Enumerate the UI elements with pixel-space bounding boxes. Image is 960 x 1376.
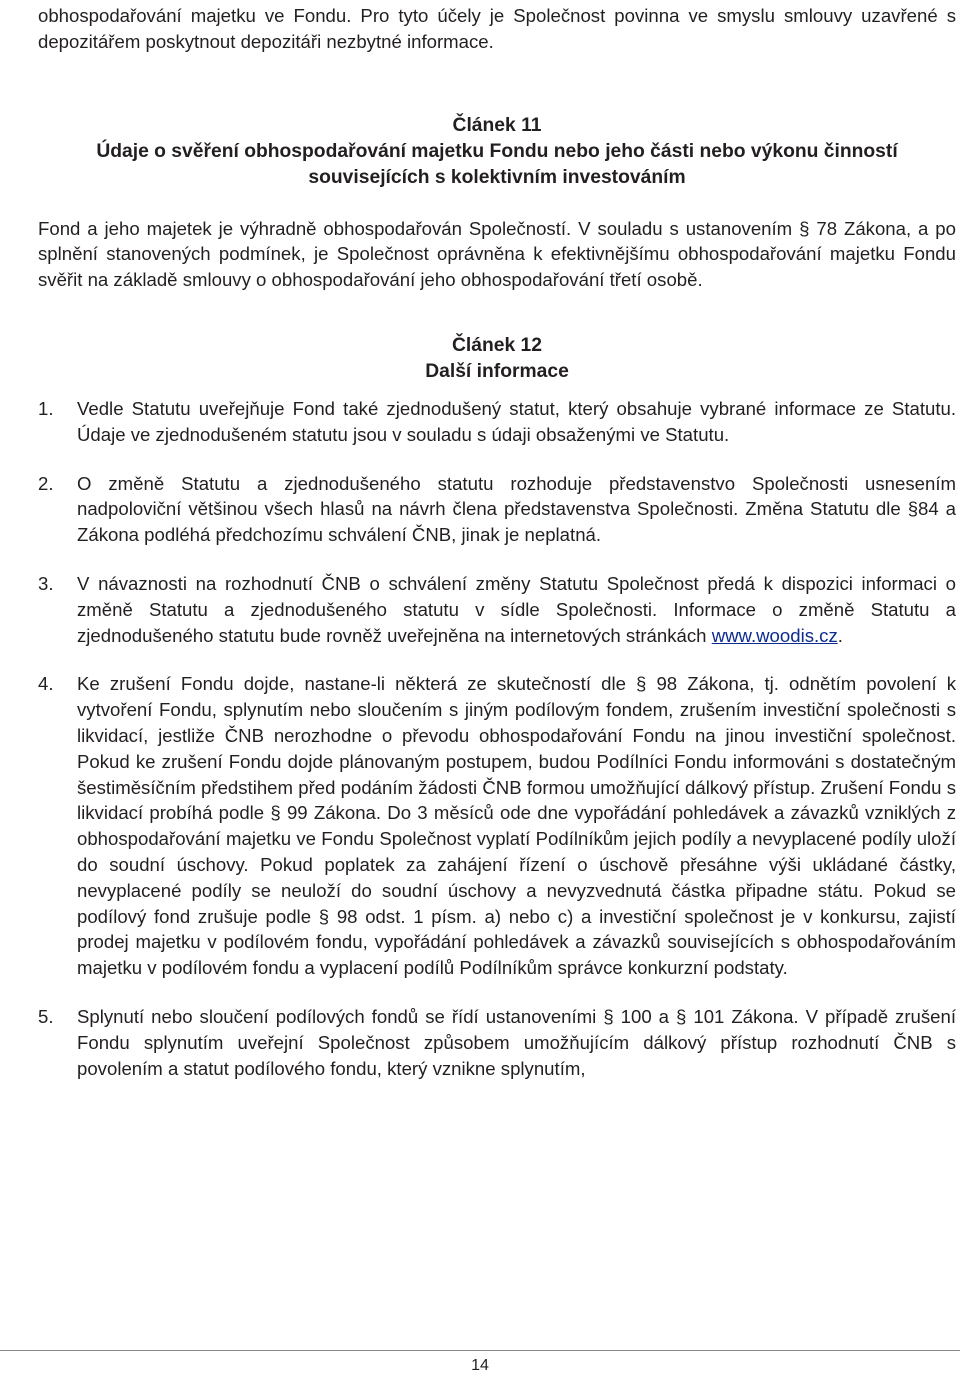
- article-11-paragraph: [38, 216, 956, 293]
- list-item-number: 1.: [38, 397, 54, 419]
- article-11-text-b: 78 Zákona, a po splnění stanovených podmínek, je Společnost oprávněna k efektivnějšímu obhospodařování majetku Fondu svěřit na základě smlouvy o obhospodařování jeho obhospodařování třetí osobě.: [38, 217, 956, 291]
- section-sign: §: [270, 802, 281, 824]
- article-11-title-line-1: Údaje o svěření obhospodařování majetku Fondu nebo jeho části nebo výkonu činností: [96, 140, 898, 162]
- item-2-text-b: 84 a Zákona podléhá předchozímu schválení ČNB, jinak je neplatná.: [77, 498, 956, 546]
- article-11-title-line-2: souvisejících s kolektivním investováním: [308, 166, 686, 188]
- page-number: 14: [471, 1357, 489, 1374]
- item-4-text-b: 98 Zákona, tj. odnětím povolení k vytvoření Fondu, splynutím nebo sloučením s jiným podílovým fondem, zrušením investiční společnosti s likvidací, jestliže ČNB nerozhodne o převodu obhospodařování Fondu na jinou investiční společnost. Pokud ke zrušení Fondu dojde plánovaným postupem, budou Podílníci Fondu informováni s dostatečným šestiměsíčním předstihem před podáním žádosti ČNB formou umožňující dálkový přístup. Zrušení Fondu s likvidací probíhá podle: [77, 673, 956, 824]
- item-5-text-c: 101 Zákona. V případě zrušení Fondu splynutím uveřejní Společnost způsobem umožňujícím dálkový přístup rozhodnutí ČNB s povolením a statut podílového fondu, který vznikne splynutím,: [77, 1005, 957, 1079]
- list-item: [38, 571, 956, 648]
- list-item-text: [77, 1004, 956, 1081]
- list-item-number: 2.: [38, 472, 54, 494]
- list-item: [38, 1004, 956, 1081]
- website-link[interactable]: www.woodis.cz: [711, 624, 838, 646]
- item-4-text-d: 98 odst. 1 písm. a) nebo c) a investiční společnost je v konkursu, zajistí prodej majetku v podílovém fondu, vypořádání pohledávek a závazků souvisejících s obhospodařováním majetku v podílovém fondu a vyplacení podílů Podílníkům správce konkurzní podstaty.: [77, 905, 956, 979]
- article-12-list: [38, 396, 956, 1081]
- section-sign: §: [603, 1005, 614, 1027]
- list-item-number: 4.: [38, 673, 54, 695]
- list-item: [38, 396, 956, 448]
- section-sign: §: [799, 217, 810, 239]
- article-12-title: Další informace: [425, 360, 569, 382]
- item-4-text-a: Ke zrušení Fondu dojde, nastane-li některá ze skutečností dle: [77, 673, 626, 695]
- article-11-number: Článek 11: [452, 114, 542, 136]
- list-item: [38, 471, 956, 548]
- list-item-text: [77, 471, 956, 548]
- list-item-text: Vedle Statutu uveřejňuje Fond také zjednodušený statut, který obsahuje vybrané informace ze Statutu. Údaje ve zjednodušeném statutu jsou v souladu s údaji obsaženými ve Statutu.: [77, 397, 956, 445]
- item-3-text-b: .: [837, 624, 843, 646]
- document-page: [38, 0, 956, 1081]
- list-item-number: 3.: [38, 572, 54, 594]
- item-5-text-b: 100 a: [620, 1005, 670, 1027]
- footer-divider: [0, 1350, 960, 1351]
- list-item-text: [77, 671, 956, 981]
- article-11-text-a: Fond a jeho majetek je výhradně obhospodařován Společností. V souladu s ustanovením: [38, 217, 793, 239]
- list-item-number: 5.: [38, 1005, 54, 1027]
- section-sign: §: [907, 498, 919, 520]
- item-2-text-a: O změně Statutu a zjednodušeného statutu rozhoduje představenstvo Společnosti usnesením nadpoloviční většinou všech hlasů na návrh člena představenstva Společnosti. Změna Statutu dle: [77, 472, 956, 520]
- intro-paragraph: obhospodařování majetku ve Fondu. Pro tyto účely je Společnost povinna ve smyslu smlouvy uzavřené s depozitářem poskytnout depozitáři nezbytné informace.: [38, 5, 956, 52]
- section-sign: §: [676, 1005, 687, 1027]
- item-4-text-c: 99 Zákona. Do 3 měsíců ode dne vypořádání pohledávek a závazků vzniklých z obhospodařování majetku ve Fondu Společnost vyplatí Podílníkům jejich podíly a nevyplacené podíly uloží do soudní úschovy. Pokud poplatek za zahájení řízení o úschově přesáhne výši ukládané částky, nevyplacené podíly se neuloží do soudní úschovy a nevyzvednutá částka připadne státu. Pokud se podílový fond zrušuje podle: [77, 802, 956, 927]
- section-sign: §: [318, 905, 330, 927]
- article-12-number: Článek 12: [451, 334, 543, 356]
- item-3-text-a: V návaznosti na rozhodnutí ČNB o schválení změny Statutu Společnost předá k dispozici informaci o změně Statutu a zjednodušeného statutu v sídle Společnosti. Informace o změně Statutu a zjednodušeného statutu bude rovněž uveřejněna na internetových stránkách: [77, 572, 956, 646]
- list-item-text: [77, 571, 956, 648]
- item-5-text-a: Splynutí nebo sloučení podílových fondů se řídí ustanoveními: [77, 1005, 597, 1027]
- list-item: [38, 671, 956, 981]
- section-sign: §: [636, 673, 647, 695]
